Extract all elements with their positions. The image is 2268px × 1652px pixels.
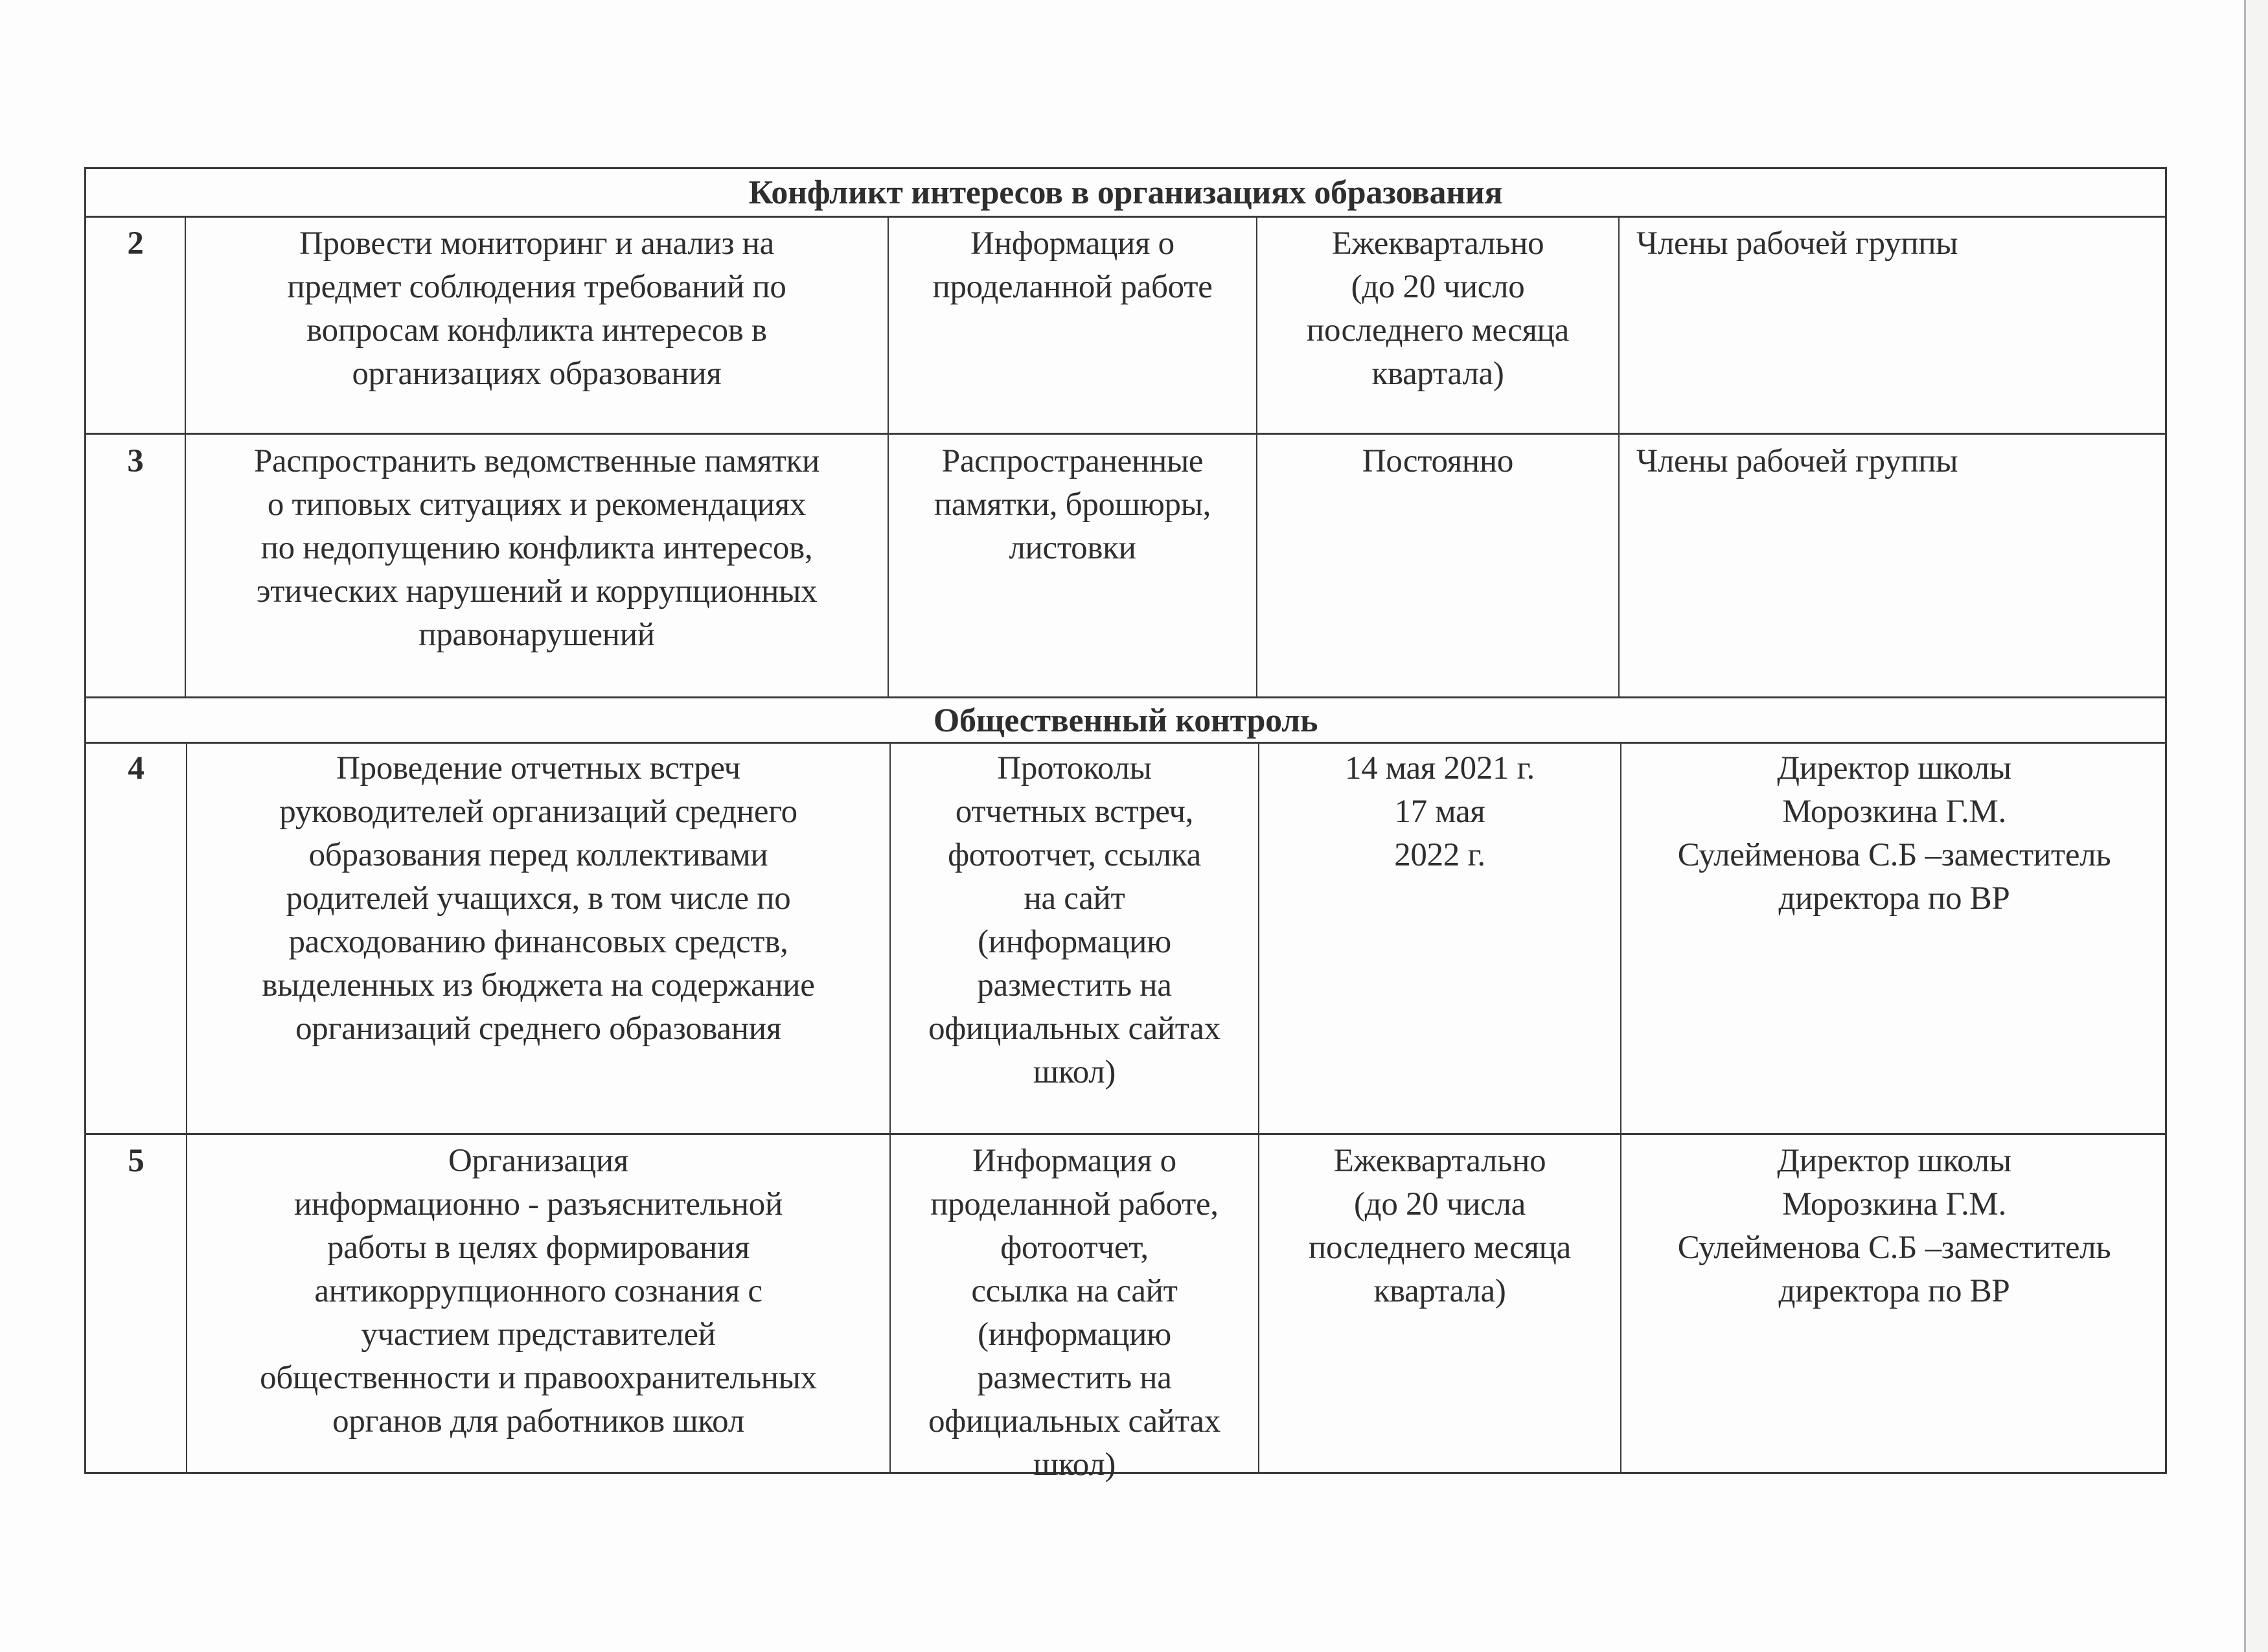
result-cell: Информация о проделанной работе, фотоотчет, ссылка на сайт (информацию разместить на официальных сайтах школ) — [928, 1143, 1220, 1483]
responsible-cell: Директор школы Морозкина Г.М. Сулейменова С.Б –заместитель директора по ВР — [1677, 1143, 2111, 1309]
measure-cell: Провести мониторинг и анализ на предмет соблюдения требований по вопросам конфликта интересов в организациях образования — [287, 225, 786, 392]
responsible-cell: Члены рабочей группы — [1636, 225, 1958, 262]
section-title-conflict-of-interest: Конфликт интересов в организациях образования — [748, 174, 1503, 211]
paper-edge — [2244, 0, 2246, 1652]
row-divider — [86, 433, 2165, 435]
deadline-cell: 14 мая 2021 г. 17 мая 2022 г. — [1345, 750, 1535, 873]
deadline-cell: Постоянно — [1362, 443, 1514, 479]
section-title-public-control: Общественный контроль — [933, 702, 1318, 739]
scan-margin — [2246, 0, 2268, 1652]
deadline-cell: Ежеквартально (до 20 числа последнего месяца квартала) — [1309, 1143, 1571, 1309]
row-divider — [86, 216, 2165, 218]
row-number: 4 — [128, 750, 144, 786]
responsible-cell: Члены рабочей группы — [1636, 443, 1958, 479]
deadline-cell: Ежеквартально (до 20 число последнего месяца квартала) — [1307, 225, 1569, 392]
measure-cell: Проведение отчетных встреч руководителей организаций среднего образования перед коллективами родителей учащихся, в том числе по расходованию финансовых средств, выделенных из бюджета на содержание организаций среднего образования — [262, 750, 815, 1047]
row-divider — [86, 1133, 2165, 1135]
measures-table — [84, 167, 2167, 1483]
responsible-cell: Директор школы Морозкина Г.М. Сулейменова С.Б –заместитель директора по ВР — [1677, 750, 2111, 917]
measure-cell: Организация информационно - разъяснительной работы в целях формирования антикоррупционного сознания с участием представителей общественности и правоохранительных органов для работников школ — [260, 1143, 817, 1440]
row-number: 3 — [127, 443, 144, 479]
result-cell: Распространенные памятки, брошюры, листовки — [934, 443, 1211, 566]
result-cell: Информация о проделанной работе — [932, 225, 1213, 305]
row-divider — [86, 696, 2165, 698]
measure-cell: Распространить ведомственные памятки о типовых ситуациях и рекомендациях по недопущению конфликта интересов, этических нарушений и коррупционных правонарушений — [253, 443, 820, 653]
row-number: 5 — [128, 1143, 144, 1179]
result-cell: Протоколы отчетных встреч, фотоотчет, ссылка на сайт (информацию разместить на официальных сайтах школ) — [928, 750, 1220, 1090]
row-number: 2 — [127, 225, 144, 262]
